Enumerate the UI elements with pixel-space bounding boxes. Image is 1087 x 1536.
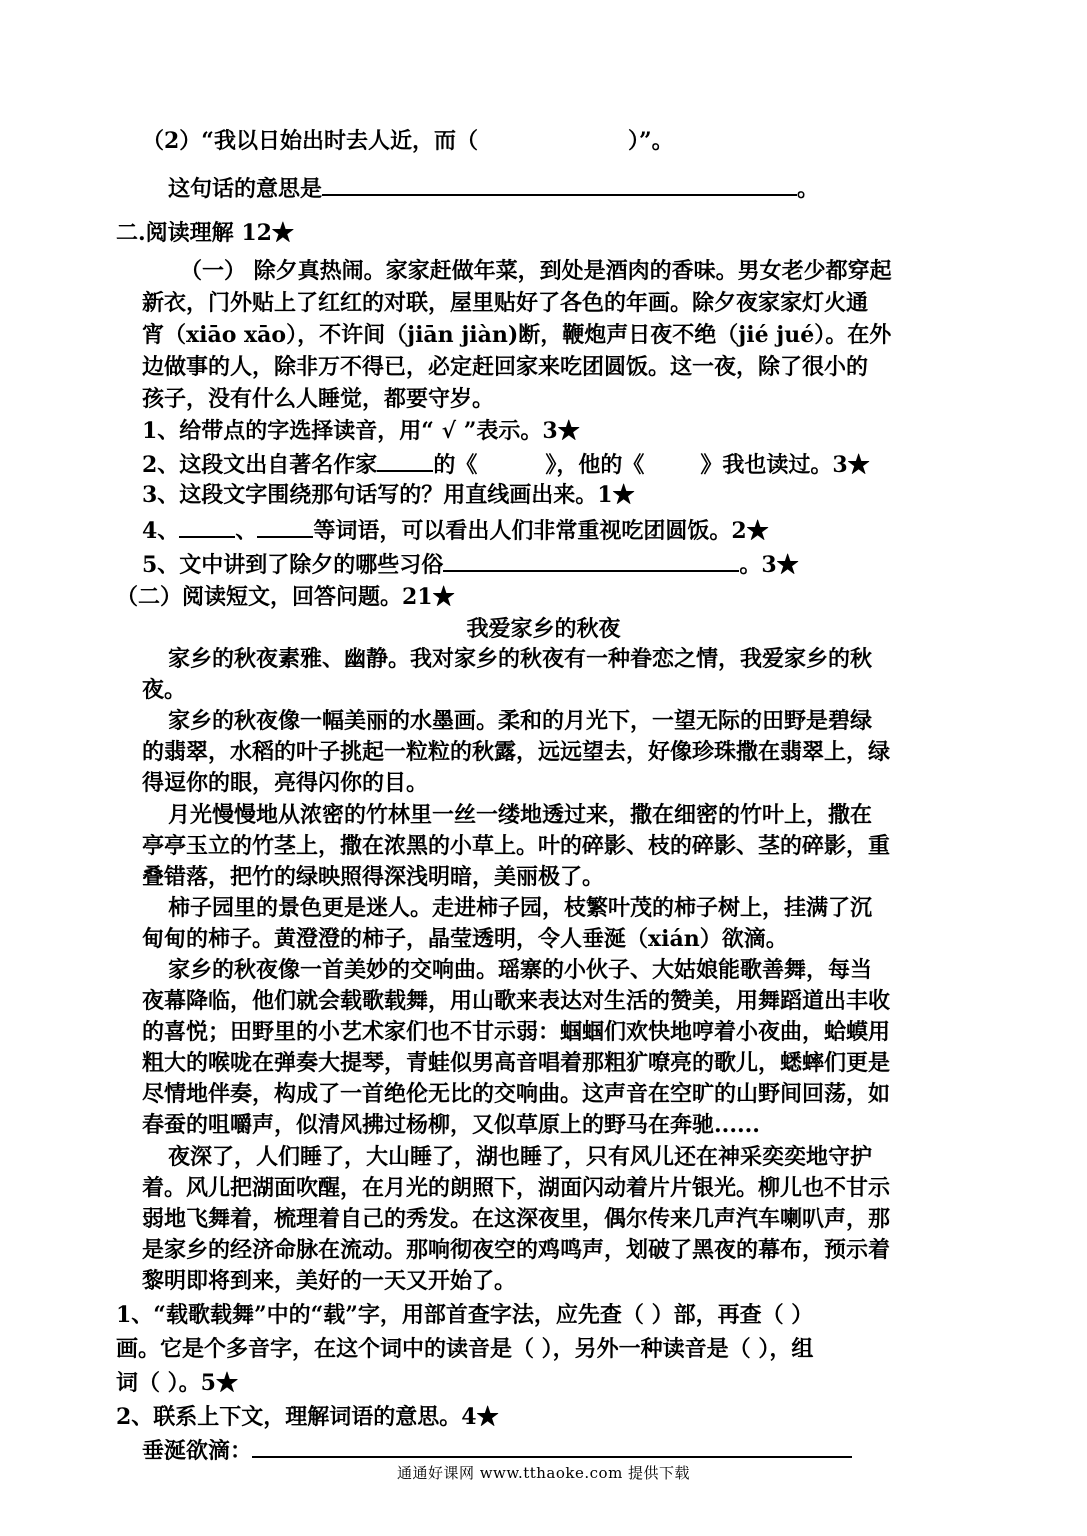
- article-line: 春蚕的咀嚼声，似清风拂过杨柳，又似草原上的野马在奔驰......: [142, 1112, 760, 1138]
- article-line: 夜。: [142, 677, 187, 703]
- article-line: 夜幕降临，他们就会载歌载舞，用山歌来表达对生活的赞美，用舞蹈道出丰收: [142, 988, 891, 1014]
- article-line: 弱地飞舞着，梳理着自己的秀发。在这深夜里，偶尔传来几声汽车喇叭声，那: [142, 1206, 891, 1232]
- p1-q2-text: 》我也读过。3★: [700, 452, 870, 478]
- q2-meaning-label: 这句话的意思是: [168, 176, 323, 202]
- article-line: 夜深了，人们睡了，大山睡了，湖也睡了，只有风儿还在神采奕奕地守护: [168, 1144, 873, 1170]
- author-answer-line[interactable]: [377, 448, 433, 472]
- p1-q4-text: 、: [235, 518, 258, 544]
- customs-answer-line[interactable]: [443, 548, 739, 572]
- passage1-line: （一） 除夕真热闹。家家赶做年菜，到处是酒肉的香味。男女老少都穿起: [180, 258, 892, 284]
- p2-question-2: 2、联系上下文，理解词语的意思。4★: [116, 1404, 499, 1430]
- q2-meaning-answer-line[interactable]: [322, 172, 797, 196]
- article-line: 黎明即将到来，美好的一天又开始了。: [142, 1268, 517, 1294]
- p2-question-1-line3: 词（ ）。5★: [116, 1370, 238, 1396]
- q2-end: ）”。: [627, 128, 674, 154]
- p1-question-2: [142, 448, 870, 480]
- article-line: 月光慢慢地从浓密的竹林里一丝一缕地透过来，撒在细密的竹叶上，撒在: [168, 802, 873, 828]
- article-line: 的翡翠，水稻的叶子挑起一粒粒的秋露，远远望去，好像珍珠撒在翡翠上，绿: [142, 739, 891, 765]
- article-line: 着。风儿把湖面吹醒，在月光的朗照下，湖面闪动着片片银光。柳儿也不甘示: [142, 1175, 891, 1201]
- q2-prompt: （2）“我以日始出时去人近，而（: [142, 128, 478, 154]
- article-line: 柿子园里的景色更是迷人。走进柿子园，枝繁叶茂的柿子树上，挂满了沉: [168, 895, 873, 921]
- p1-question-5: [142, 548, 799, 580]
- p1-q4-text: 等词语，可以看出人们非常重视吃团圆饭。2★: [313, 518, 769, 544]
- q2-meaning-end: 。: [797, 176, 820, 202]
- footer-credit: 通通好课网 www.tthaoke.com 提供下载: [396, 1464, 691, 1482]
- p1-question-4: [142, 514, 769, 546]
- article-line: 家乡的秋夜像一幅美丽的水墨画。柔和的月光下，一望无际的田野是碧绿: [168, 708, 873, 734]
- article-line: 甸甸的柿子。黄澄澄的柿子，晶莹透明，令人垂涎（xián）欲滴。: [142, 926, 788, 952]
- vocab-word: 垂涎欲滴：: [142, 1438, 253, 1464]
- section2b-header: （二）阅读短文，回答问题。21★: [116, 584, 455, 610]
- vocab-answer-line[interactable]: [252, 1438, 852, 1458]
- article-title: 我爱家乡的秋夜: [466, 616, 621, 642]
- p1-q5-text: 5、文中讲到了除夕的哪些习俗: [142, 552, 444, 578]
- article-line: 的喜悦；田野里的小艺术家们也不甘示弱：蝈蝈们欢快地哼着小夜曲，蛤蟆用: [142, 1019, 891, 1045]
- article-line: 粗大的喉咙在弹奏大提琴，青蛙似男高音唱着那粗犷嘹亮的歌儿，蟋蟀们更是: [142, 1050, 891, 1076]
- article-line: 尽情地伴奏，构成了一首绝伦无比的交响曲。这声音在空旷的山野间回荡，如: [142, 1081, 891, 1107]
- passage1-line: 孩子，没有什么人睡觉，都要守岁。: [142, 386, 495, 412]
- article-line: 家乡的秋夜像一首美妙的交响曲。瑶寨的小伙子、大姑娘能歌善舞，每当: [168, 957, 873, 983]
- p1-question-3: 3、这段文字围绕那句话写的？用直线画出来。1★: [142, 482, 635, 508]
- word-answer-line-1[interactable]: [179, 514, 235, 538]
- q2-prompt-line: [142, 126, 674, 156]
- p2-question-1-line2: 画。它是个多音字，在这个词中的读音是（ ），另外一种读音是（ ），组: [116, 1336, 814, 1362]
- p2-question-1-line1: 1、“载歌载舞”中的“载”字，用部首查字法，应先查（ ）部，再查（ ）: [116, 1302, 814, 1328]
- passage1-line: 新衣，门外贴上了红红的对联，屋里贴好了各色的年画。除夕夜家家灯火通: [142, 290, 869, 316]
- section2-header: 二.阅读理解 12★: [116, 220, 294, 246]
- article-line: 得逗你的眼，亮得闪你的目。: [142, 770, 429, 796]
- passage1-line: 边做事的人，除非万不得已，必定赶回家来吃团圆饭。这一夜，除了很小的: [142, 354, 869, 380]
- article-line: 亭亭玉立的竹茎上，撒在浓黑的小草上。叶的碎影、枝的碎影、茎的碎影，重: [142, 833, 891, 859]
- q2-meaning-line: [168, 172, 819, 204]
- p1-question-1: 1、给带点的字选择读音，用“ √ ”表示。3★: [142, 418, 580, 444]
- article-line: 是家乡的经济命脉在流动。那响彻夜空的鸡鸣声，划破了黑夜的幕布，预示着: [142, 1237, 891, 1263]
- p1-q5-text: 。3★: [739, 552, 799, 578]
- passage1-line: 宵（xiāo xāo），不许间（jiān jiàn)断，鞭炮声日夜不绝（jié jué）。在外: [142, 322, 892, 348]
- p1-q4-text: 4、: [142, 518, 180, 544]
- article-line: 家乡的秋夜素雅、幽静。我对家乡的秋夜有一种眷恋之情，我爱家乡的秋: [168, 646, 873, 672]
- word-answer-line-2[interactable]: [257, 514, 313, 538]
- p1-q2-text: 2、这段文出自著名作家: [142, 452, 378, 478]
- p1-q2-text: 》，他的《: [545, 452, 645, 478]
- article-line: 叠错落，把竹的绿映照得深浅明暗，美丽极了。: [142, 864, 605, 890]
- p1-q2-text: 的《: [433, 452, 478, 478]
